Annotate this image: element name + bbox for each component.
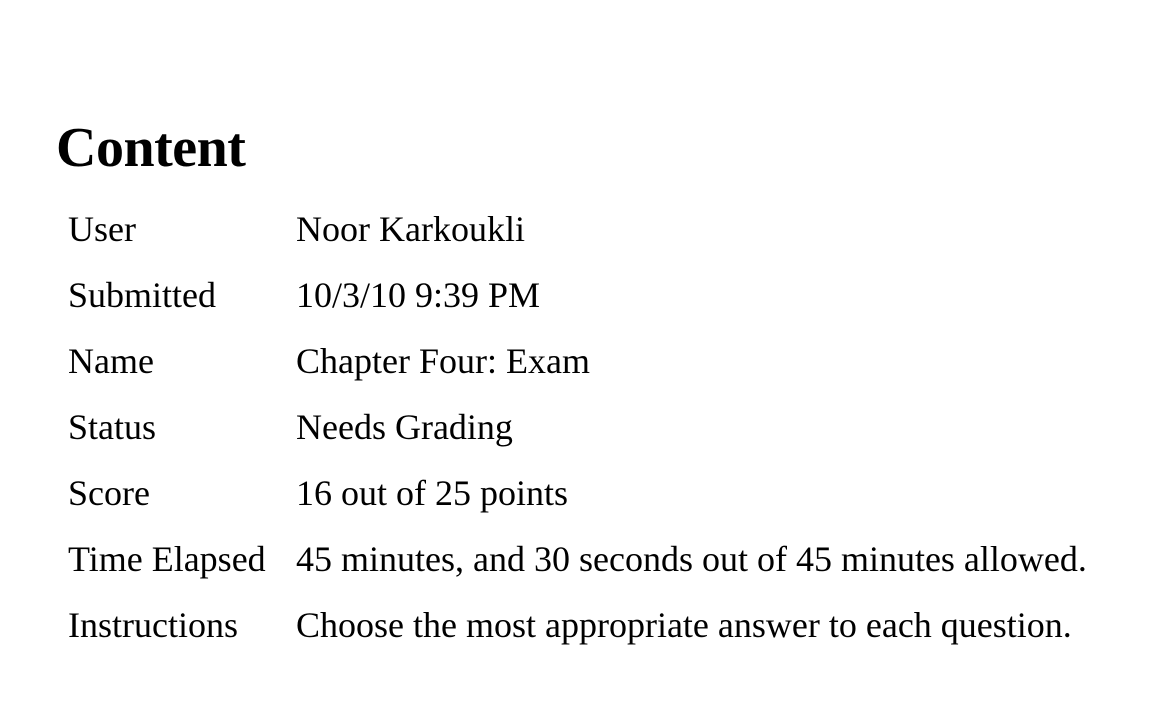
details-row-score	[68, 460, 1087, 526]
score-label: Score	[68, 473, 150, 513]
details-row-time-elapsed	[68, 526, 1087, 592]
time-elapsed-value: 45 minutes, and 30 seconds out of 45 minutes allowed.	[296, 539, 1087, 579]
details-row-status	[68, 394, 1087, 460]
submitted-value: 10/3/10 9:39 PM	[296, 275, 541, 315]
user-label: User	[68, 209, 136, 249]
details-row-instructions	[68, 592, 1087, 658]
details-row-user	[68, 196, 1087, 262]
score-value: 16 out of 25 points	[296, 473, 569, 513]
page-title: Content	[56, 117, 246, 179]
details-row-name	[68, 328, 1087, 394]
name-value: Chapter Four: Exam	[296, 341, 590, 381]
submitted-label: Submitted	[68, 275, 217, 315]
details-row-submitted	[68, 262, 1087, 328]
time-elapsed-label: Time Elapsed	[68, 539, 266, 579]
name-label: Name	[68, 341, 154, 381]
submission-details-table	[68, 196, 1087, 658]
status-value: Needs Grading	[296, 407, 513, 447]
status-label: Status	[68, 407, 157, 447]
user-value: Noor Karkoukli	[296, 209, 525, 249]
instructions-label: Instructions	[68, 605, 238, 645]
instructions-value: Choose the most appropriate answer to each question.	[296, 605, 1072, 645]
